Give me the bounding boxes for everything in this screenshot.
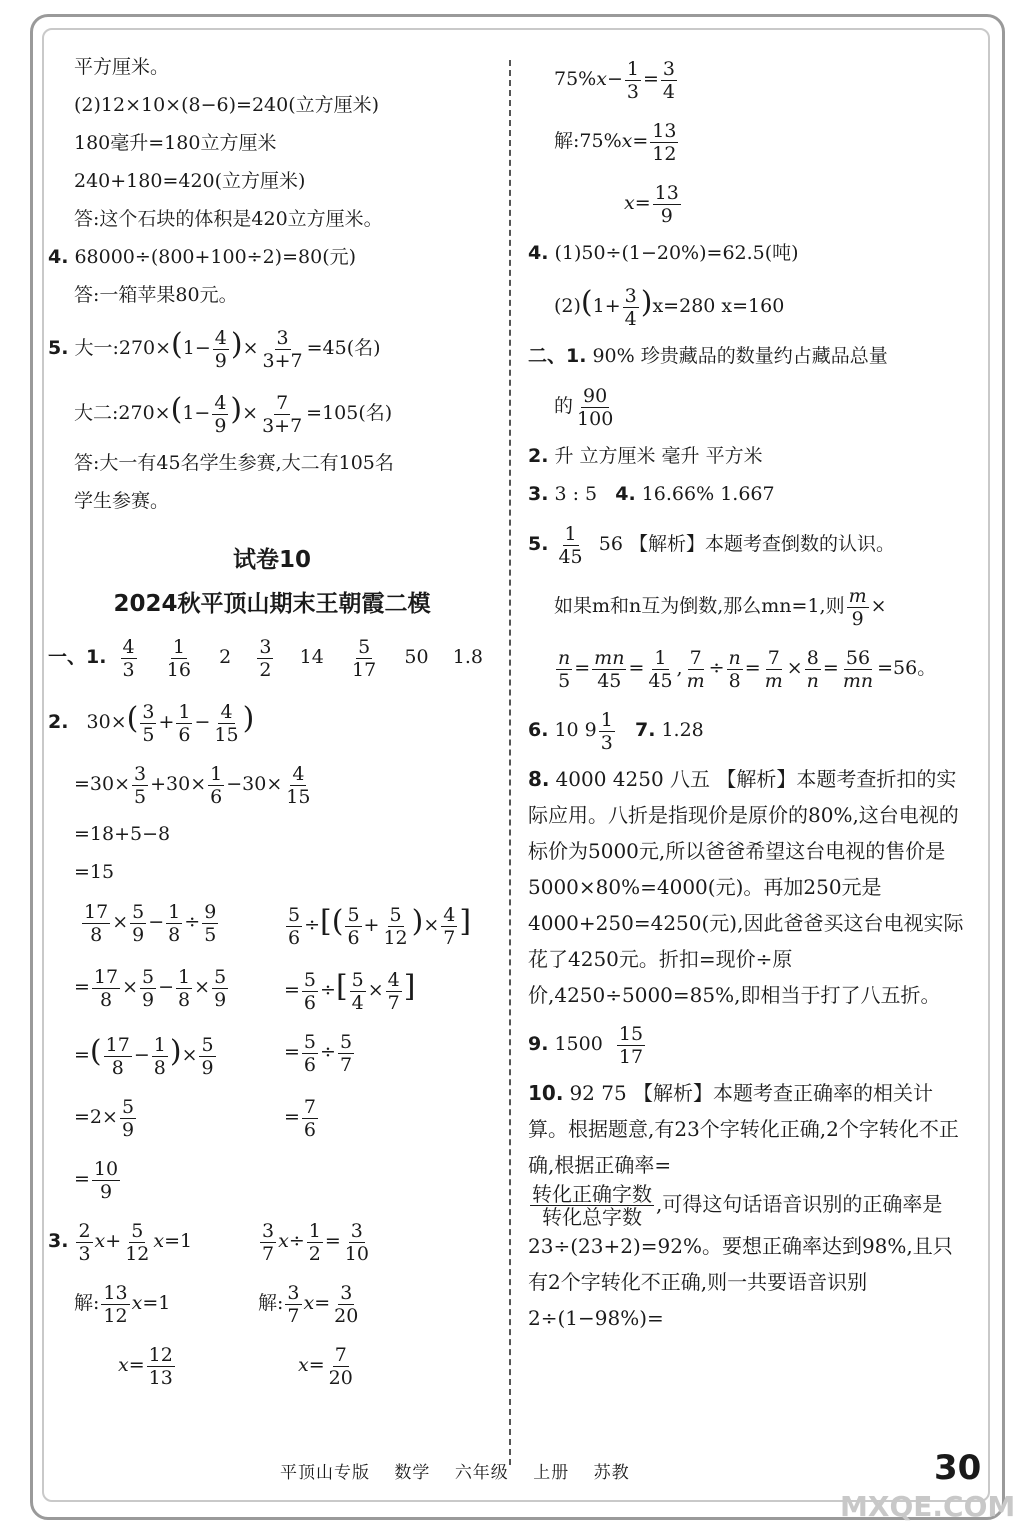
right-column [528, 48, 968, 1336]
question-4: 4. (1)50÷(1−20%)=62.5(吨) [528, 242, 799, 264]
question-3-4: 3. 3 : 5 4. 16.66% 1.667 [528, 483, 775, 505]
fraction: $\frac{7}{3+7}$ [262, 391, 303, 437]
equation-line: x= $\frac{13}{9}$ [624, 181, 679, 227]
text-line: 240+180=420(立方厘米) [74, 170, 306, 192]
exam-subtitle: 2024秋平顶山期末王朝霞二模 [113, 591, 431, 617]
question-2-expression: 2. 30×( $\frac{3}{5}$ + $\frac{1}{6}$ − $\frac{4}{15}$ ) [48, 700, 255, 746]
question-4: 4. 68000÷(800+100÷2)=80(元) [48, 246, 357, 268]
calc-columns: $\frac{17}{8}$ × $\frac{5}{9}$ − $\frac{1}{8}$ ÷ $\frac{9}{5}$ $\frac{5}{6}$ ÷[( $\frac{5}{6}$ + $\frac{5}{12}$ )× $\frac{4}{7}$ ] = $\frac{17}{8}$ × $\frac{5}{9}$ − $\frac{1}{8}$ × $\frac{5}{9}$ = $\frac{5}{6}$ ÷[ $\frac{5}{4}$ × $\frac{4}{7}$ ] =( $\frac{17}{8}$ − $\frac{1}{8}$ )× $\frac{5}{9}$ = $\frac{5}{6}$ ÷ $\frac{5}{7}$ =2× $\frac{5}{9}$ = $\frac{7}{6}$ = $\frac{10}{9}$ [74, 900, 472, 1203]
answer-5-line-2: 学生参赛。 [74, 490, 170, 512]
watermark: MXQE.COM [840, 1490, 1016, 1523]
question-9: 9. 1500 $\frac{15}{17}$ [528, 1022, 644, 1068]
question-5-line-1: 5. 大一:270×(1− $\frac{4}{9}$ )× $\frac{3}{3+7}$ =45(名) [48, 326, 381, 372]
page-footer: 平顶山专版 数学 六年级 上册 苏教 [280, 1463, 630, 1483]
text-line: 平方厘米。 [74, 56, 170, 78]
page-number: 30 [934, 1448, 982, 1488]
question-2: 2. 升 立方厘米 毫升 平方米 [528, 445, 763, 467]
fraction: $\frac{4}{9}$ [214, 391, 227, 437]
fraction: $\frac{4}{9}$ [214, 326, 227, 372]
answer-5-line-1: 答:大一有45名学生参赛,大二有105名 [74, 452, 394, 474]
question-5-line-2: 大二:270×(1− $\frac{4}{9}$ )× $\frac{7}{3+7}$ =105(名) [74, 391, 393, 437]
equation-line: 75%x− $\frac{1}{3}$ = $\frac{3}{4}$ [554, 57, 675, 103]
question-10: 10. 92 75 【解析】本题考查正确率的相关计算。根据题意,有23个字转化正确,2个字转化不正确,根据正确率= $\frac{\text{转化正确字数}}{\text{转化总字数}}$ ,可得这句话语音识别的正确率是23÷(23+2)=92%。要想正确率达到98%,且只有2个字转化不正确,则一共要语音识别2÷(1−98%)= [528, 1081, 959, 1330]
text-line: 答:这个石块的体积是420立方厘米。 [74, 208, 383, 230]
question-4b: (2)(1+ $\frac{3}{4}$ )x=280 x=160 [554, 284, 785, 330]
calc-step: =30× $\frac{3}{5}$ +30× $\frac{1}{6}$ −30× $\frac{4}{15}$ [74, 762, 311, 808]
text-line: (2)12×10×(8−6)=240(立方厘米) [74, 94, 380, 116]
section-1-answers: 一、1. $\frac{4}{3}$ $\frac{1}{16}$ 2 $\frac{3}{2}$ 14 $\frac{5}{17}$ 50 1.8 [48, 635, 483, 681]
equation-line: 解:75%x= $\frac{13}{12}$ [554, 119, 677, 165]
question-5-explain: 如果m和n互为倒数,那么mn=1,则 $\frac{m}{9}$ × [554, 584, 887, 630]
section-2-q1-cont: 的 $\frac{90}{100}$ [554, 384, 614, 430]
text-line: 180毫升=180立方厘米 [74, 132, 277, 154]
fraction: $\frac{1}{16}$ [166, 635, 191, 681]
left-column [48, 48, 496, 1396]
fraction: $\frac{3}{2}$ [259, 635, 272, 681]
fraction: $\frac{3}{3+7}$ [262, 326, 303, 372]
section-2-q1: 二、1. 90% 珍贵藏品的数量约占藏品总量 [528, 345, 888, 367]
answer-4: 答:一箱苹果80元。 [74, 284, 238, 306]
fraction: $\frac{4}{3}$ [122, 635, 135, 681]
fraction: $\frac{5}{17}$ [352, 635, 377, 681]
question-3-columns: 3. $\frac{2}{3}$ x+ $\frac{5}{12}$ x=1 $\frac{3}{7}$ x÷ $\frac{1}{2}$ = $\frac{3}{10}$ 解: $\frac{13}{12}$ x=1 解: $\frac{3}{7}$ x= $\frac{3}{20}$ x= $\frac{12}{13}$ x= $\frac{7}{20}$ [48, 1219, 369, 1389]
column-divider [509, 60, 511, 1465]
question-8: 8. 4000 4250 八五 【解析】本题考查折扣的实际应用。八折是指现价是原价的80%,这台电视的标价为5000元,所以爸爸希望这台电视的售价是5000×80%=4000(元)。再加250元是4000+250=4250(元),因此爸爸买这台电视实际花了4250元。折扣=现价÷原价,4250÷5000=85%,即相当于打了八五折。 [528, 767, 964, 1007]
exam-title: 试卷10 [232, 547, 311, 573]
question-5: 5. $\frac{1}{45}$ 56 【解析】本题考查倒数的认识。 [528, 522, 895, 568]
calc-step: =15 [74, 861, 115, 883]
fraction: $\frac{\text{转化正确字数}}{\text{转化总字数}}$ [532, 1182, 652, 1229]
question-6-7: 6. 10 9 $\frac{1}{3}$ 7. 1.28 [528, 708, 704, 754]
question-5-calc: $\frac{n}{5}$ = $\frac{mn}{45}$ = $\frac{1}{45}$ , $\frac{7}{m}$ ÷ $\frac{n}{8}$ = $\frac{7}{m}$ × $\frac{8}{n}$ = $\frac{56}{mn}$ =56。 [558, 646, 937, 692]
calc-step: =18+5−8 [74, 823, 171, 845]
